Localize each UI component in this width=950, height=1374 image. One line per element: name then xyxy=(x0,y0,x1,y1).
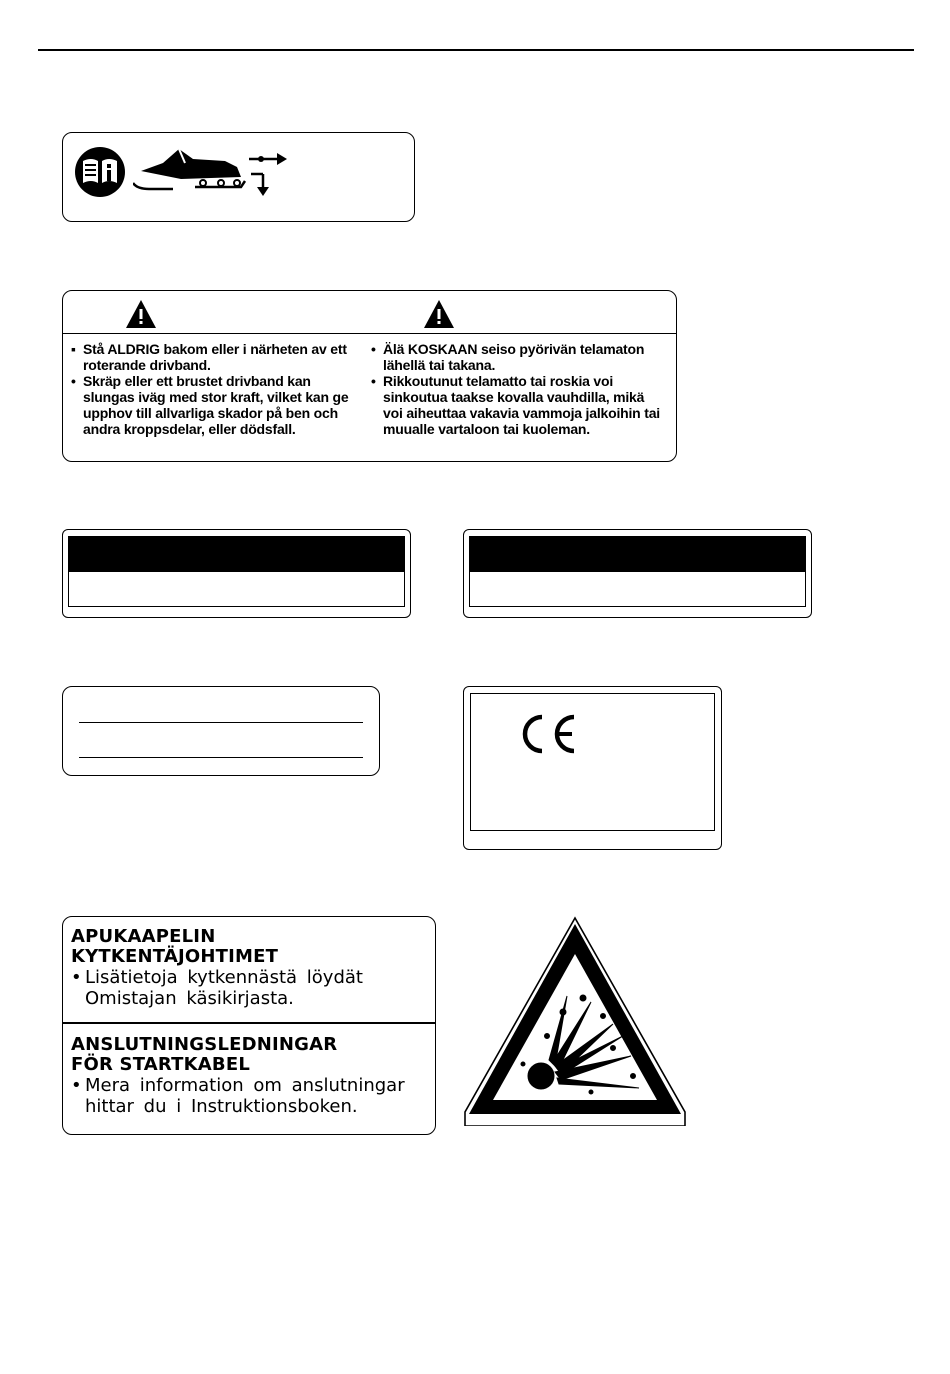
label-divider xyxy=(63,1022,435,1024)
warning-triangle-icon xyxy=(423,299,455,329)
manual-info-icon xyxy=(73,145,127,199)
arrow-down-icon xyxy=(251,171,273,197)
label-line xyxy=(79,757,363,758)
finnish-text: Omistajan käsikirjasta. xyxy=(85,988,294,1009)
ce-label xyxy=(463,686,722,850)
blank-lined-label xyxy=(62,686,380,776)
explosion-warning-icon xyxy=(463,916,687,1126)
blank-header-label-left xyxy=(62,529,411,618)
swedish-title: ANSLUTNINGSLEDNINGAR xyxy=(71,1034,338,1055)
swedish-title: FÖR STARTKABEL xyxy=(71,1054,250,1075)
list-item: • Älä KOSKAAN seiso pyörivän telamaton lähellä tai takana. xyxy=(371,341,645,373)
swedish-jumper-section xyxy=(63,1035,435,1117)
swedish-text: • Mera information om anslutningar xyxy=(71,1075,405,1096)
label-black-header xyxy=(68,536,405,572)
swedish-warning-text xyxy=(71,341,361,437)
ce-mark-icon xyxy=(516,711,580,757)
manual-snowmobile-label xyxy=(62,132,415,222)
explosion-warning-label xyxy=(463,916,687,1126)
list-item: • Rikkoutunut telamatto tai roskia voi sinkoutua taakse kovalla vauhdilla, mikä voi aiheuttaa vakavia vammoja jalkoihin tai muualle vartaloon tai kuoleman. xyxy=(371,373,660,437)
label-black-header xyxy=(469,536,806,572)
warning-header-divider xyxy=(63,333,676,334)
swedish-text: hittar du i Instruktionsboken. xyxy=(85,1096,358,1117)
finnish-jumper-section xyxy=(63,927,435,1009)
finnish-title: APUKAAPELIN xyxy=(71,926,216,947)
arrow-right-icon xyxy=(249,151,289,167)
list-item: ▪ Stå ALDRIG bakom eller i närheten av ett roterande drivband. xyxy=(71,341,347,373)
finnish-text: • Lisätietoja kytkennästä löydät xyxy=(71,967,363,988)
page-top-rule xyxy=(38,49,914,51)
label-frame xyxy=(470,693,715,831)
snowmobile-icon xyxy=(133,143,251,199)
blank-header-label-right xyxy=(463,529,812,618)
finnish-warning-text xyxy=(371,341,667,437)
jumper-cable-label xyxy=(62,916,436,1135)
drive-belt-warning-label xyxy=(62,290,677,462)
finnish-title: KYTKENTÄJOHTIMET xyxy=(71,946,279,967)
list-item: • Skräp eller ett brustet drivband kan slungas iväg med stor kraft, vilket kan ge upphov till allvarliga skador på ben och andra kroppsdelar, eller dödsfall. xyxy=(71,373,349,437)
label-line xyxy=(79,722,363,723)
warning-triangle-icon xyxy=(125,299,157,329)
